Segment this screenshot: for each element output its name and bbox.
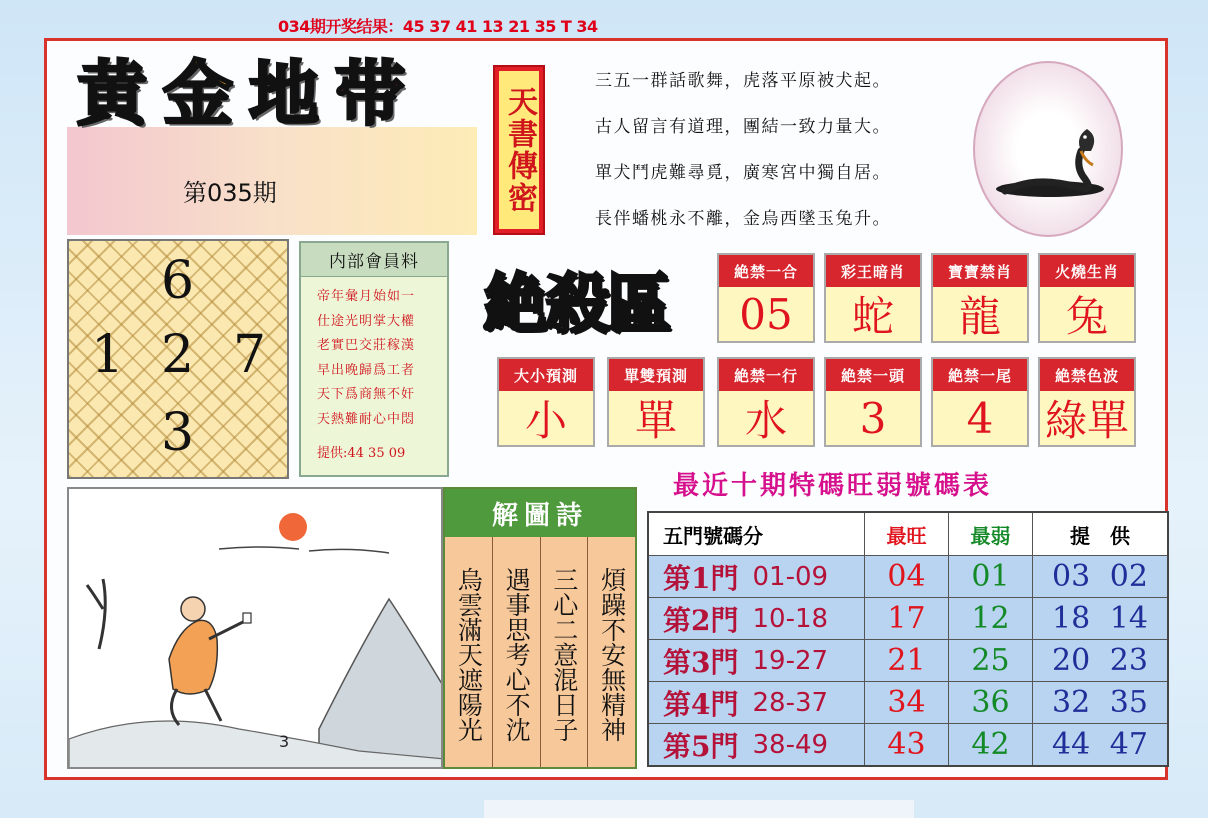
cold-number: 25: [971, 643, 1010, 678]
tianshu-banner: [493, 65, 545, 235]
cell-label: 絶禁一尾: [933, 359, 1027, 391]
grid-number-right: 7: [233, 325, 267, 385]
cell-label: 彩王暗肖: [826, 255, 920, 287]
poem-line: 古人留言有道理，團結一致力量大。: [595, 117, 891, 137]
cell-value: 綠單: [1040, 391, 1134, 445]
poem-box-title: 解圖詩: [445, 489, 635, 537]
poem-line: 長伴蟠桃永不離，金烏西墜玉兔升。: [595, 209, 891, 229]
door-range: 10-18: [752, 603, 829, 634]
riddle-illustration: [67, 487, 443, 769]
prediction-cell: [1038, 253, 1136, 343]
prediction-cell: [717, 357, 815, 447]
hot-number: 34: [887, 685, 926, 720]
member-data-title: 内部會員料: [301, 243, 447, 277]
title-char-1: 黄: [77, 53, 147, 135]
member-line: 天下爲商無不奸: [317, 387, 416, 402]
svg-text:3: 3: [279, 732, 290, 751]
table-row: [649, 681, 1167, 723]
poem-column: 烏雲滿天遮陽光: [454, 566, 484, 742]
cold-number: 36: [971, 685, 1010, 720]
door-label: 第3門: [663, 645, 739, 679]
provide-numbers: 03 02: [1052, 559, 1148, 594]
poem-column: 遇事思考心不沈: [492, 537, 540, 767]
cell-value: 4: [933, 391, 1027, 445]
provide-numbers: 20 23: [1052, 643, 1148, 678]
member-line: 仕途光明掌大權: [317, 313, 416, 329]
door-label: 第4門: [663, 687, 739, 721]
cold-number: 12: [971, 601, 1010, 636]
cell-label: 絶禁一合: [719, 255, 813, 287]
member-line: 老實巴交莊稼漢: [317, 338, 416, 353]
prediction-cell: [607, 357, 705, 447]
provide-numbers: 18 14: [1052, 601, 1148, 636]
door-range: 28-37: [752, 687, 829, 718]
member-provide: 提供:44 35 09: [317, 446, 406, 461]
issue-number: 第035期: [183, 179, 277, 207]
title-char-2: 金: [163, 53, 233, 135]
table-row: [649, 723, 1167, 765]
prediction-cell: [931, 357, 1029, 447]
header-groups: 五門號碼分: [649, 513, 865, 555]
member-data-box: [299, 241, 449, 477]
cell-label: 絶禁一行: [719, 359, 813, 391]
prediction-cell: [824, 357, 922, 447]
table-header-row: [649, 513, 1167, 555]
snake-image-frame: [973, 61, 1123, 237]
title-char-4: 带: [335, 53, 405, 135]
cell-value: 龍: [933, 287, 1027, 341]
provide-numbers: 44 47: [1052, 727, 1148, 762]
prediction-cell: [824, 253, 922, 343]
poem-line: 單犬鬥虎難尋覓，廣寒宮中獨自居。: [595, 163, 891, 183]
door-label: 第5門: [663, 729, 739, 763]
scholar-drinking-picture: [69, 489, 443, 769]
hot-cold-table: [647, 511, 1169, 767]
cell-value: 蛇: [826, 287, 920, 341]
prediction-cell: [1038, 357, 1136, 447]
poem-column: 三心二意混日子: [540, 537, 588, 767]
cell-value: 小: [499, 391, 593, 445]
title-char-3: 地: [249, 53, 319, 135]
door-range: 19-27: [752, 645, 829, 676]
member-line: 天熱難耐心中悶: [317, 411, 416, 427]
lottery-sheet: [44, 38, 1168, 780]
door-label: 第2門: [663, 603, 739, 637]
hot-number: 21: [887, 643, 926, 678]
cell-value: 05: [719, 287, 813, 341]
door-range: 01-09: [752, 561, 829, 592]
previous-result-line: 034期开奖结果：45 37 41 13 21 35 T 34: [278, 17, 598, 36]
hot-number: 43: [887, 727, 926, 762]
header-cold: 最弱: [949, 513, 1033, 555]
table-row: [649, 597, 1167, 639]
cold-number: 01: [971, 559, 1010, 594]
cell-label: 絶禁色波: [1040, 359, 1134, 391]
grid-number-mid: 2: [161, 325, 195, 385]
cell-value: 水: [719, 391, 813, 445]
member-line: 早出晚歸爲工者: [317, 362, 416, 378]
door-range: 38-49: [752, 729, 829, 760]
kill-zone-heading: 絶殺區: [483, 267, 669, 342]
poem-line: 三五一群話歌舞，虎落平原被犬起。: [595, 71, 891, 91]
hot-number: 04: [887, 559, 926, 594]
cell-label: 單雙預測: [609, 359, 703, 391]
prediction-cell: [497, 357, 595, 447]
grid-number-top: 6: [161, 251, 195, 311]
bottom-strip: [484, 800, 914, 818]
prediction-cell: [931, 253, 1029, 343]
grid-number-bottom: 3: [161, 403, 195, 463]
cell-label: 寶寶禁肖: [933, 255, 1027, 287]
header-hot: 最旺: [865, 513, 949, 555]
hot-number: 17: [887, 601, 926, 636]
header-provide: 提 供: [1070, 523, 1130, 548]
snake-icon: [975, 63, 1125, 239]
poem-column: 煩躁不安無精神: [587, 537, 635, 767]
door-label: 第1門: [663, 561, 739, 595]
number-grid: [67, 239, 289, 479]
cell-value: 3: [826, 391, 920, 445]
cell-label: 絶禁一頭: [826, 359, 920, 391]
page-title: [77, 51, 487, 137]
prediction-cell: [717, 253, 815, 343]
cell-value: 兔: [1040, 287, 1134, 341]
table-row: [649, 639, 1167, 681]
hot-cold-table-title: 最近十期特碼旺弱號碼表: [673, 471, 993, 501]
riddle-poem: [595, 67, 975, 251]
grid-number-left: 1: [91, 325, 125, 385]
provide-numbers: 32 35: [1052, 685, 1148, 720]
cell-label: 火燒生肖: [1040, 255, 1134, 287]
tianshu-text: 天書傳密: [499, 71, 539, 229]
member-line: 帝年彙月始如一: [317, 289, 416, 304]
poem-box: [443, 487, 637, 769]
cold-number: 42: [971, 727, 1010, 762]
cell-value: 單: [609, 391, 703, 445]
table-row: [649, 555, 1167, 597]
cell-label: 大小預測: [499, 359, 593, 391]
